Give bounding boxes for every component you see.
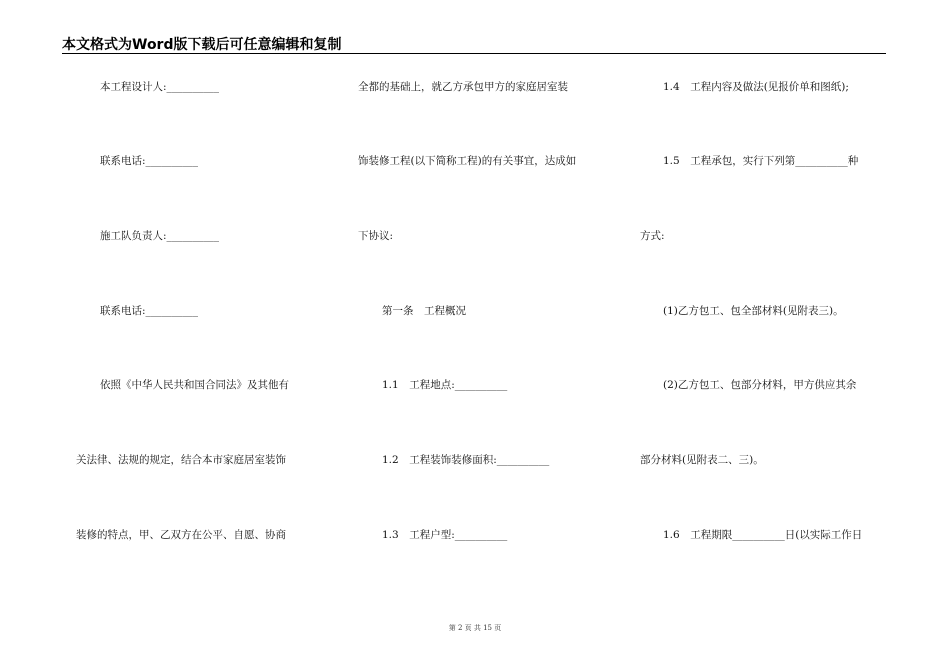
clause-1-4-line: 1.4 工程内容及做法(见报价单和图纸); [663,81,849,93]
section-heading: 第一条 工程概况 [382,305,466,317]
document-header-title: 本文格式为Word版下载后可任意编辑和复制 [62,37,342,53]
clause-1-6-line: 1.6 工程期限__________日(以实际工作日 [663,529,863,541]
designer-phone-line: 联系电话:__________ [100,155,199,167]
paragraph-line: 方式: [640,230,665,242]
paragraph-line: 部分材料(见附表二、三)。 [640,454,764,466]
team-leader-line: 施工队负责人:__________ [100,230,220,242]
paragraph-line: 饰装修工程(以下简称工程)的有关事宜，达成如 [358,155,577,167]
paragraph-line: 关法律、法规的规定，结合本市家庭居室装饰 [76,454,286,466]
option-1-line: (1)乙方包工、包全部材料(见附表三)。 [663,305,844,317]
paragraph-line: 依照《中华人民共和国合同法》及其他有 [100,379,289,391]
option-2-line: (2)乙方包工、包部分材料，甲方供应其余 [663,379,857,391]
clause-1-5-line: 1.5 工程承包，实行下列第__________种 [663,155,859,167]
clause-1-1-line: 1.1 工程地点:__________ [382,379,508,391]
paragraph-line: 下协议: [358,230,394,242]
leader-phone-line: 联系电话:__________ [100,305,199,317]
designer-line: 本工程设计人:__________ [100,81,220,93]
header-divider [62,53,886,54]
clause-1-2-line: 1.2 工程装饰装修面积:__________ [382,454,550,466]
paragraph-line: 装修的特点，甲、乙双方在公平、自愿、协商 [76,529,286,541]
paragraph-line: 全都的基础上，就乙方承包甲方的家庭居室装 [358,81,568,93]
clause-1-3-line: 1.3 工程户型:__________ [382,529,508,541]
page-number: 第 2 页 共 15 页 [448,624,502,632]
